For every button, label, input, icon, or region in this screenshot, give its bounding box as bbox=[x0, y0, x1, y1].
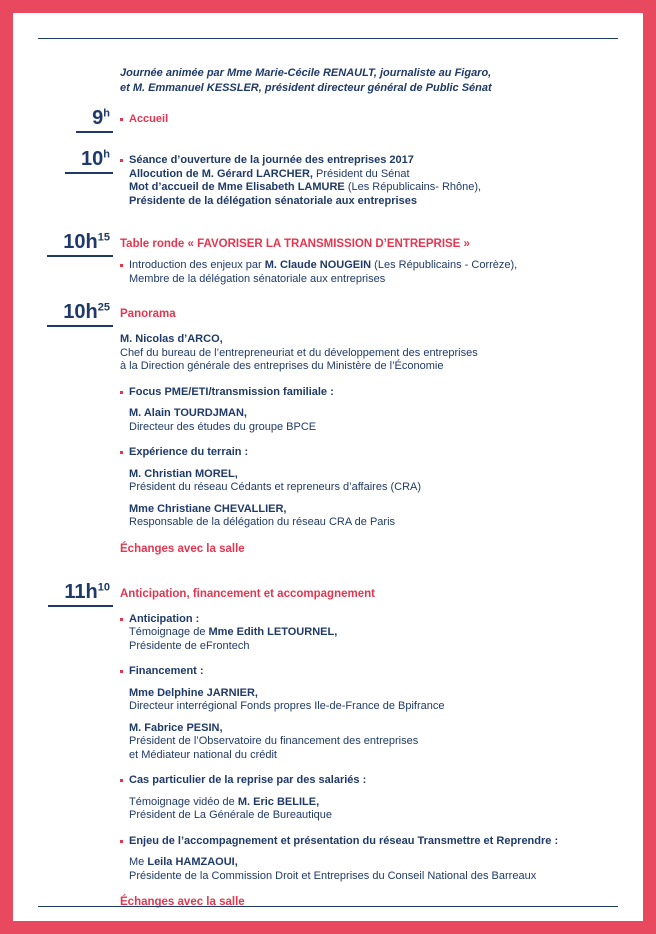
time-label-9h bbox=[76, 108, 113, 133]
session-11h10 bbox=[13, 582, 643, 910]
time-sup: 10 bbox=[97, 580, 110, 593]
speaker-name: M. Fabrice PESIN, bbox=[129, 721, 223, 734]
speaker-role: Président du Sénat bbox=[312, 167, 410, 180]
content-10h25 bbox=[113, 302, 643, 556]
speaker-name: Mot d’accueil de Mme Elisabeth LAMURE bbox=[129, 181, 348, 193]
speaker-role: Directeur des études du groupe BPCE bbox=[129, 420, 317, 433]
session-title-accueil: Accueil bbox=[129, 113, 169, 125]
speaker-name: Mme Delphine JARNIER, bbox=[129, 686, 258, 699]
intro-line-2: et M. Emmanuel KESSLER, président directeur général de Public Sénat bbox=[120, 82, 492, 94]
bullet-icon bbox=[120, 159, 123, 162]
agenda-line bbox=[129, 181, 643, 195]
time-label-10h15 bbox=[47, 232, 113, 257]
speaker-block-pesin bbox=[120, 722, 643, 763]
agenda-item-anticipation bbox=[120, 613, 643, 627]
agenda-item-accueil bbox=[120, 113, 643, 127]
speaker-party: (Les Républicains- Rhône), bbox=[347, 181, 482, 193]
session-10h25 bbox=[13, 302, 643, 556]
bullet-icon bbox=[120, 779, 123, 782]
session-10h-details bbox=[120, 168, 643, 209]
agenda-item-introduction bbox=[120, 259, 643, 273]
panorama-title: Panorama bbox=[120, 308, 176, 320]
intro-text bbox=[120, 66, 618, 96]
session-9h bbox=[13, 108, 643, 133]
line-text: Témoignage de bbox=[129, 626, 209, 638]
line-text: Témoignage vidéo de bbox=[129, 795, 238, 808]
speaker-party: (Les Républicains - Corrèze), bbox=[374, 259, 518, 271]
time-col-10h15 bbox=[13, 232, 113, 257]
time-label-10h bbox=[65, 149, 113, 174]
time-sup: 25 bbox=[97, 301, 110, 314]
agenda-item-salaries bbox=[120, 774, 643, 788]
speaker-name: M. Christian MOREL, bbox=[129, 467, 238, 480]
top-rule bbox=[38, 38, 618, 39]
speaker-name: Mme Edith LETOURNEL, bbox=[208, 626, 338, 638]
time-main: 10h bbox=[63, 301, 98, 323]
speaker-block-chevallier bbox=[120, 503, 643, 530]
time-main: 10h bbox=[63, 231, 98, 253]
agenda-title: Enjeu de l’accompagnement et présentation du réseau Transmettre et Reprendre : bbox=[129, 834, 559, 847]
bullet-icon bbox=[120, 451, 123, 454]
speaker-role: Responsable de la délégation du réseau CRA de Paris bbox=[129, 516, 396, 528]
speaker-name: M. Eric BELILE, bbox=[237, 795, 320, 808]
speaker-name: M. Nicolas d’ARCO, bbox=[120, 333, 223, 345]
agenda-line bbox=[129, 259, 517, 271]
speaker-name: M. Claude NOUGEIN bbox=[264, 259, 375, 271]
speaker-role: Président du réseau Cédants et repreneurs d’affaires (CRA) bbox=[129, 481, 422, 493]
time-main: 10 bbox=[81, 148, 104, 170]
agenda-title: Cas particulier de la reprise par des salariés : bbox=[129, 774, 367, 786]
speaker-role: Chef du bureau de l’entrepreneuriat et du développement des entreprises bbox=[120, 346, 478, 359]
agenda-line bbox=[129, 168, 643, 182]
intro-line-1: Journée animée par Mme Marie-Cécile RENAULT, journaliste au Figaro, bbox=[120, 67, 492, 79]
time-sup: h bbox=[103, 148, 110, 161]
time-main: 11h bbox=[64, 580, 98, 603]
content-9h bbox=[113, 108, 643, 127]
speaker-role: Directeur interrégional Fonds propres Ile-de-France de Bpifrance bbox=[129, 700, 445, 712]
time-col-10h bbox=[13, 149, 113, 174]
agenda-line bbox=[129, 856, 643, 870]
speaker-role: Présidente de la Commission Droit et Entreprises du Conseil National des Barreaux bbox=[129, 869, 537, 882]
bullet-icon bbox=[120, 264, 123, 267]
speaker-role: Président de l’Observatoire du financement des entreprises bbox=[129, 735, 419, 747]
agenda-item-ouverture bbox=[120, 154, 643, 168]
time-label-10h25 bbox=[47, 302, 113, 327]
speaker-role: à la Direction générale des entreprises du Ministère de l’Économie bbox=[120, 360, 444, 372]
speaker-role: Présidente de la délégation sénatoriale aux entreprises bbox=[129, 194, 417, 207]
agenda-title: Expérience du terrain : bbox=[129, 446, 249, 458]
time-sup: h bbox=[103, 107, 110, 120]
speaker-name: Mme Christiane CHEVALLIER, bbox=[129, 502, 287, 515]
agenda-item-focus bbox=[120, 386, 643, 400]
speaker-name: Allocution de M. Gérard LARCHER, bbox=[129, 167, 313, 180]
round-table-title: Table ronde « FAVORISER LA TRANSMISSION D’ENTREPRISE » bbox=[120, 238, 470, 250]
speaker-block-tourdjman bbox=[120, 407, 643, 434]
session-10h15 bbox=[13, 232, 643, 286]
speaker-name: Leila HAMZAOUI, bbox=[147, 856, 238, 868]
agenda-line bbox=[120, 626, 643, 640]
bullet-icon bbox=[120, 618, 123, 621]
content-10h15 bbox=[113, 232, 643, 286]
speaker-name: M. Alain TOURDJMAN, bbox=[129, 407, 247, 419]
agenda-title: Séance d’ouverture de la journée des entreprises 2017 bbox=[129, 154, 414, 166]
time-col-11h10 bbox=[13, 582, 113, 607]
time-main: 9 bbox=[92, 107, 104, 129]
line-text: Me bbox=[129, 856, 148, 868]
speaker-role: Membre de la délégation sénatoriale aux entreprises bbox=[129, 272, 386, 285]
time-col-10h25 bbox=[13, 302, 113, 327]
session-title-anticipation: Anticipation, financement et accompagnement bbox=[120, 587, 375, 600]
speaker-block-morel bbox=[120, 468, 643, 495]
bullet-icon bbox=[120, 118, 123, 121]
schedule bbox=[13, 108, 643, 909]
bullet-icon bbox=[120, 840, 123, 843]
agenda-item-terrain bbox=[120, 446, 643, 460]
speaker-block-jarnier bbox=[120, 687, 643, 714]
time-col-9h bbox=[13, 108, 113, 133]
speaker-role: et Médiateur national du crédit bbox=[129, 748, 277, 761]
agenda-title: Financement : bbox=[129, 665, 204, 677]
session-10h bbox=[13, 149, 643, 208]
speaker-role: Présidente de eFrontech bbox=[129, 639, 250, 652]
bottom-rule bbox=[38, 906, 618, 907]
speaker-block-belile bbox=[120, 796, 643, 823]
speaker-block-hamzaoui bbox=[120, 856, 643, 883]
speaker-role: Président de La Générale de Bureautique bbox=[129, 809, 333, 821]
bullet-icon bbox=[120, 391, 123, 394]
content-10h bbox=[113, 149, 643, 208]
agenda-title: Focus PME/ETI/transmission familiale : bbox=[129, 385, 334, 398]
time-label-11h10 bbox=[48, 582, 113, 607]
time-sup: 15 bbox=[97, 231, 110, 244]
echanges-label: Échanges avec la salle bbox=[120, 542, 245, 555]
speaker-block-arco bbox=[120, 333, 643, 374]
echanges-label: Échanges avec la salle bbox=[120, 896, 245, 908]
bullet-icon bbox=[120, 670, 123, 673]
agenda-title: Anticipation : bbox=[129, 612, 200, 625]
agenda-item-enjeu bbox=[120, 835, 643, 849]
content-11h10 bbox=[113, 582, 643, 910]
agenda-item-financement bbox=[120, 665, 643, 679]
agenda-line bbox=[129, 796, 643, 810]
line-text: Introduction des enjeux par bbox=[129, 259, 265, 271]
